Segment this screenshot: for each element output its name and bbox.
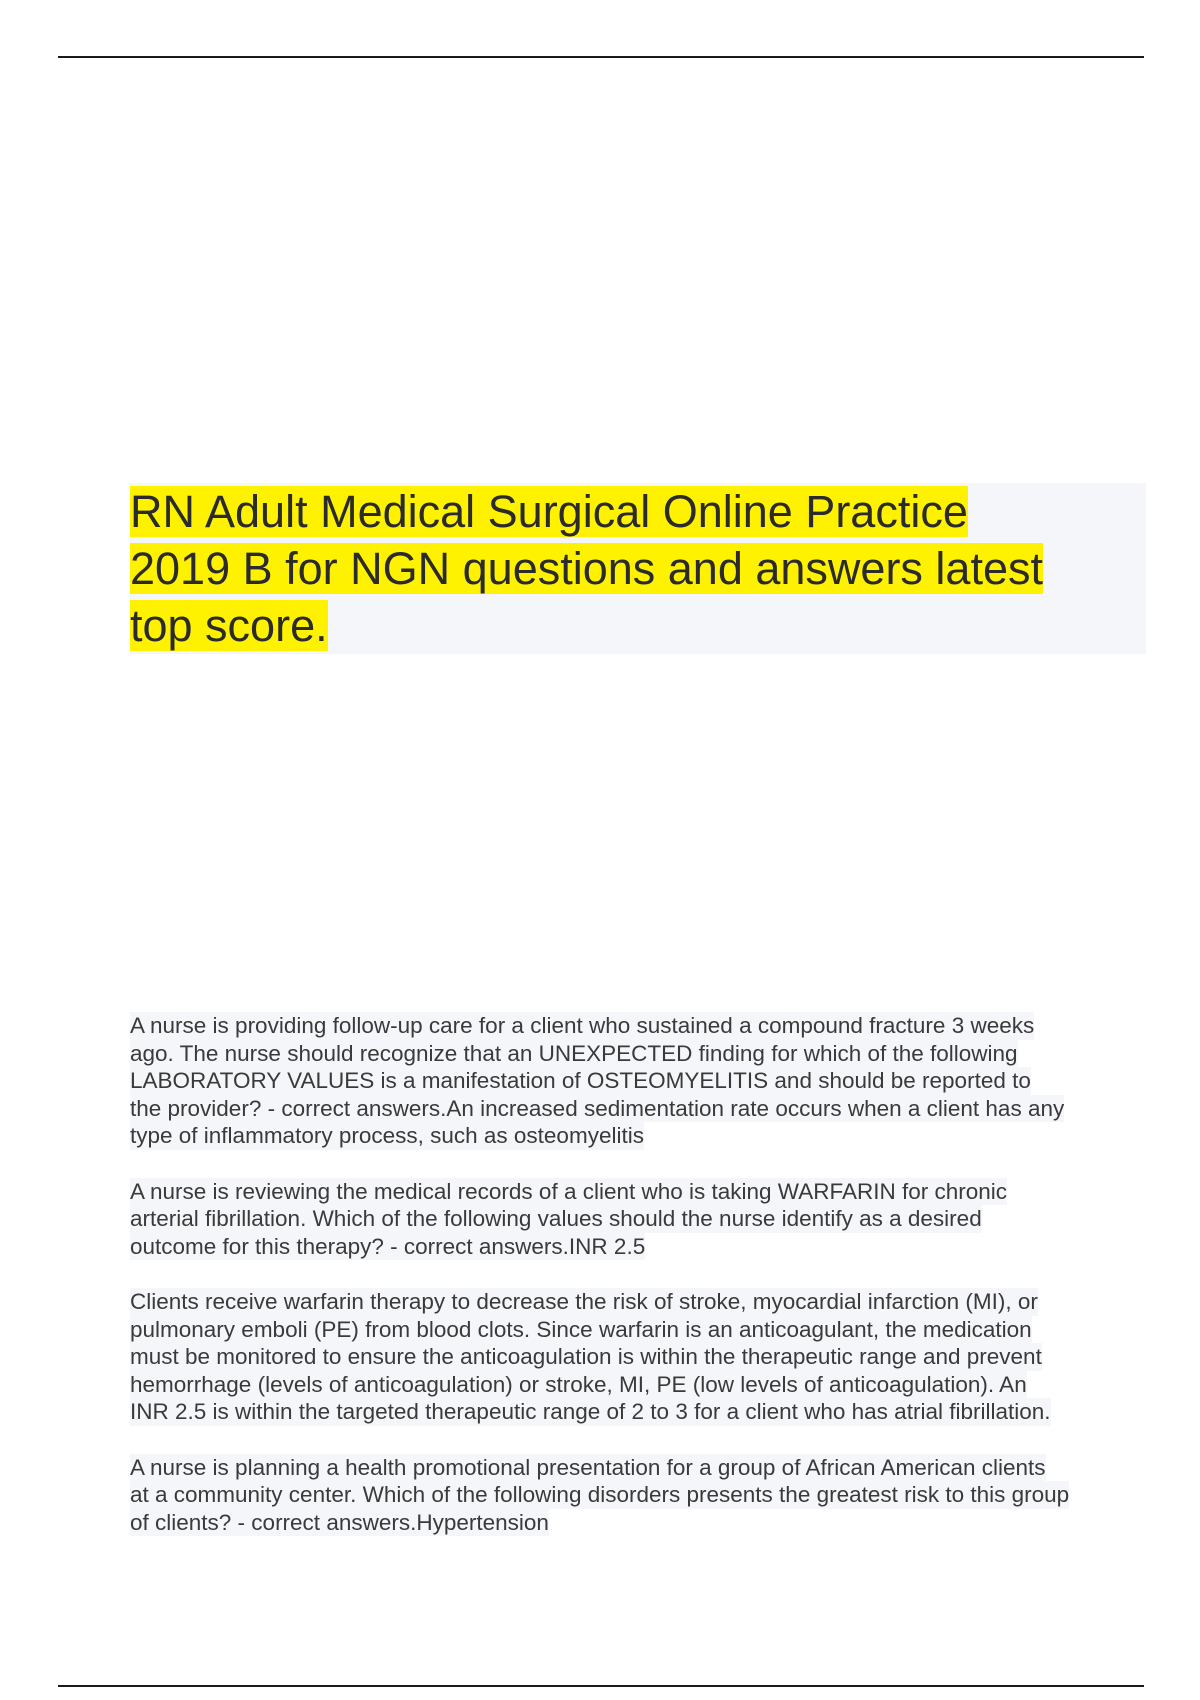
paragraph-line: outcome for this therapy? - correct answers.INR 2.5	[130, 1233, 646, 1259]
footer-rule	[58, 1685, 1144, 1687]
paragraph-line: LABORATORY VALUES is a manifestation of OSTEOMYELITIS and should be reported to	[130, 1068, 1031, 1093]
question-answer-paragraph	[130, 1012, 1146, 1150]
document-title-block	[130, 483, 1146, 654]
paragraph-line: the provider? - correct answers.An increased sedimentation rate occurs when a client has any	[130, 1095, 1065, 1121]
document-title	[130, 483, 1146, 654]
question-answer-paragraph	[130, 1178, 1146, 1261]
paragraph-line: type of inflammatory process, such as osteomyelitis	[130, 1123, 644, 1148]
title-line: top score.	[130, 600, 328, 651]
paragraph-line: A nurse is reviewing the medical records of a client who is taking WARFARIN for chronic	[130, 1178, 1008, 1204]
paragraph-line: pulmonary emboli (PE) from blood clots. Since warfarin is an anticoagulant, the medication	[130, 1316, 1032, 1342]
paragraph-line: of clients? - correct answers.Hypertension	[130, 1509, 549, 1535]
explanation-paragraph	[130, 1288, 1146, 1426]
paragraph-line: ago. The nurse should recognize that an UNEXPECTED finding for which of the following	[130, 1040, 1018, 1066]
paragraph-line: INR 2.5 is within the targeted therapeutic range of 2 to 3 for a client who has atrial fibrillation.	[130, 1399, 1051, 1424]
title-line: RN Adult Medical Surgical Online Practice	[130, 486, 968, 537]
title-line: 2019 B for NGN questions and answers latest	[130, 543, 1043, 594]
question-answer-paragraph	[130, 1454, 1146, 1537]
paragraph-line: Clients receive warfarin therapy to decrease the risk of stroke, myocardial infarction (MI), or	[130, 1289, 1038, 1314]
paragraph-line: must be monitored to ensure the anticoagulation is within the therapeutic range and prevent	[130, 1344, 1042, 1369]
paragraph-line: hemorrhage (levels of anticoagulation) or stroke, MI, PE (low levels of anticoagulation). An	[130, 1371, 1027, 1397]
paragraph-line: at a community center. Which of the following disorders presents the greatest risk to this group	[130, 1482, 1070, 1507]
header-rule	[58, 56, 1144, 58]
paragraph-line: A nurse is planning a health promotional presentation for a group of African American clients	[130, 1454, 1046, 1480]
document-body	[130, 1012, 1146, 1564]
paragraph-line: arterial fibrillation. Which of the following values should the nurse identify as a desired	[130, 1206, 982, 1231]
paragraph-line: A nurse is providing follow-up care for a client who sustained a compound fracture 3 weeks	[130, 1013, 1035, 1038]
